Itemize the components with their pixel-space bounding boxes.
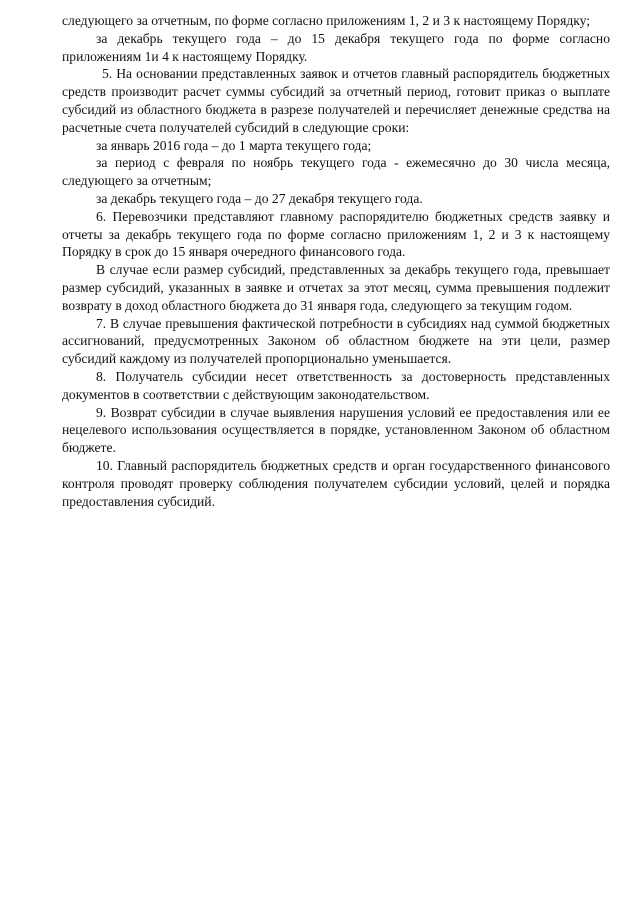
paragraph-december-deadline: за декабрь текущего года – до 15 декабря текущего года по форме согласно приложениям 1и 4 к настоящему Порядку. — [62, 30, 610, 64]
paragraph-item-10: 10. Главный распорядитель бюджетных средств и орган государственного финансового контроля проводят проверку соблюдения получателем субсидии условий, целей и порядка предоставления субсидий. — [62, 457, 610, 509]
paragraph-item-6: 6. Перевозчики представляют главному распорядителю бюджетных средств заявку и отчеты за декабрь текущего года по форме согласно приложениям 1, 2 и 3 к настоящему Порядку в срок до 15 января очередного финансового года. — [62, 208, 610, 260]
paragraph-item-9: 9. Возврат субсидии в случае выявления нарушения условий ее предоставления или ее нецелевого использования осуществляется в порядке, установленном Законом об областном бюджете. — [62, 404, 610, 456]
paragraph-excess-refund: В случае если размер субсидий, представленных за декабрь текущего года, превышает размер субсидий, указанных в заявке и отчетах за этот месяц, сумма превышения подлежит возврату в доход областного бюджета до 31 января года, следующего за текущим годом. — [62, 262, 610, 313]
paragraph-january-term: за январь 2016 года – до 1 марта текущего года; — [96, 137, 372, 153]
paragraph-item-7: 7. В случае превышения фактической потребности в субсидиях над суммой бюджетных ассигнований, предусмотренных Законом об областном бюджете на эти цели, размер субсидий каждому из получателей пропорционально уменьшается. — [62, 315, 610, 367]
paragraph-december-term: за декабрь текущего года – до 27 декабря текущего года. — [96, 190, 423, 206]
paragraph-feb-nov-term: за период с февраля по ноябрь текущего года - ежемесячно до 30 числа месяца, следующего за отчетным; — [62, 155, 610, 189]
document-page — [62, 12, 610, 510]
paragraph-item-8: 8. Получатель субсидии несет ответственность за достоверность представленных документов в соответствии с действующим законодательством. — [62, 368, 610, 402]
paragraph-continuation: следующего за отчетным, по форме согласно приложениям 1, 2 и 3 к настоящему Порядку; — [62, 13, 591, 28]
paragraph-item-5: 5. На основании представленных заявок и отчетов главный распорядитель бюджетных средств производит расчет суммы субсидий за отчетный период, готовит приказ о выплате субсидий из областного бюджета в разрезе получателей и перечисляет денежные средства на расчетные счета получателей субсидий в следующие сроки: — [62, 66, 610, 135]
